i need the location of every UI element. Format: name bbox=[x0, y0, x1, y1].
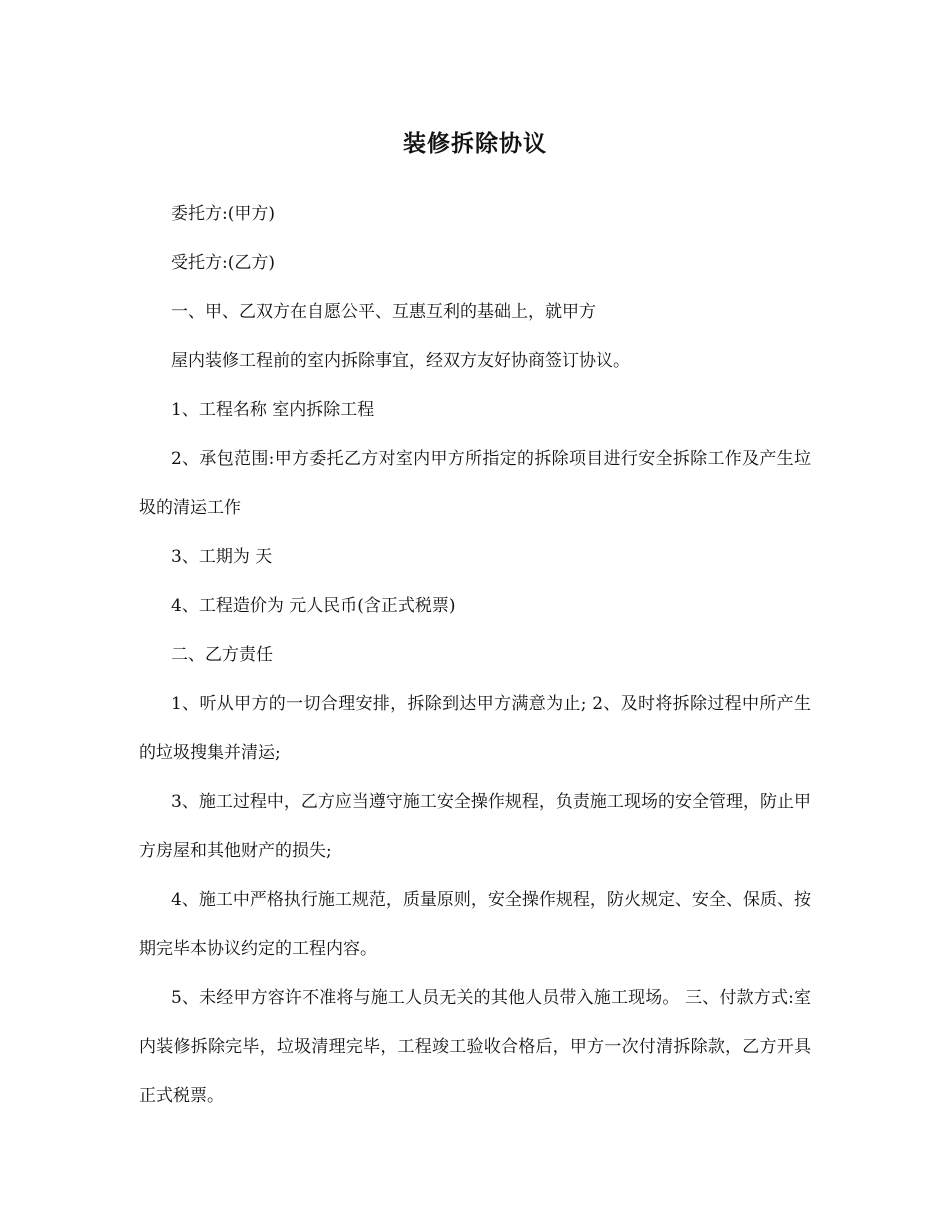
paragraph-clause-1-intro: 一、甲、乙双方在自愿公平、互惠互利的基础上，就甲方 bbox=[171, 302, 596, 322]
paragraph-duty-1-2: 1、听从甲方的一切合理安排，拆除到达甲方满意为止; 2、及时将拆除过程中所产生的垃圾搜集并清运; bbox=[139, 694, 811, 763]
paragraph-contractor: 受托方:(乙方) bbox=[171, 253, 275, 273]
paragraph-duty-5-payment: 5、未经甲方容许不准将与施工人员无关的其他人员带入施工现场。 三、付款方式:室内装修拆除完毕，垃圾清理完毕，工程竣工验收合格后，甲方一次付清拆除款，乙方开具正式税票。 bbox=[139, 988, 811, 1106]
paragraph-section-2-heading: 二、乙方责任 bbox=[171, 645, 273, 665]
paragraph-client: 委托方:(甲方) bbox=[171, 204, 275, 224]
paragraph-clause-1-purpose: 屋内装修工程前的室内拆除事宜，经双方友好协商签订协议。 bbox=[171, 351, 630, 371]
paragraph-duration: 3、工期为 天 bbox=[171, 547, 273, 567]
paragraph-cost: 4、工程造价为 元人民币(含正式税票) bbox=[171, 596, 456, 616]
paragraph-scope: 2、承包范围:甲方委托乙方对室内甲方所指定的拆除项目进行安全拆除工作及产生垃圾的清运工作 bbox=[139, 449, 811, 518]
document-title: 装修拆除协议 bbox=[403, 130, 547, 157]
paragraph-duty-4: 4、施工中严格执行施工规范，质量原则，安全操作规程，防火规定、安全、保质、按期完毕本协议约定的工程内容。 bbox=[139, 890, 811, 959]
paragraph-project-name: 1、工程名称 室内拆除工程 bbox=[171, 400, 375, 420]
paragraph-duty-3: 3、施工过程中，乙方应当遵守施工安全操作规程，负责施工现场的安全管理，防止甲方房屋和其他财产的损失; bbox=[139, 792, 811, 861]
document-body bbox=[139, 190, 811, 1121]
